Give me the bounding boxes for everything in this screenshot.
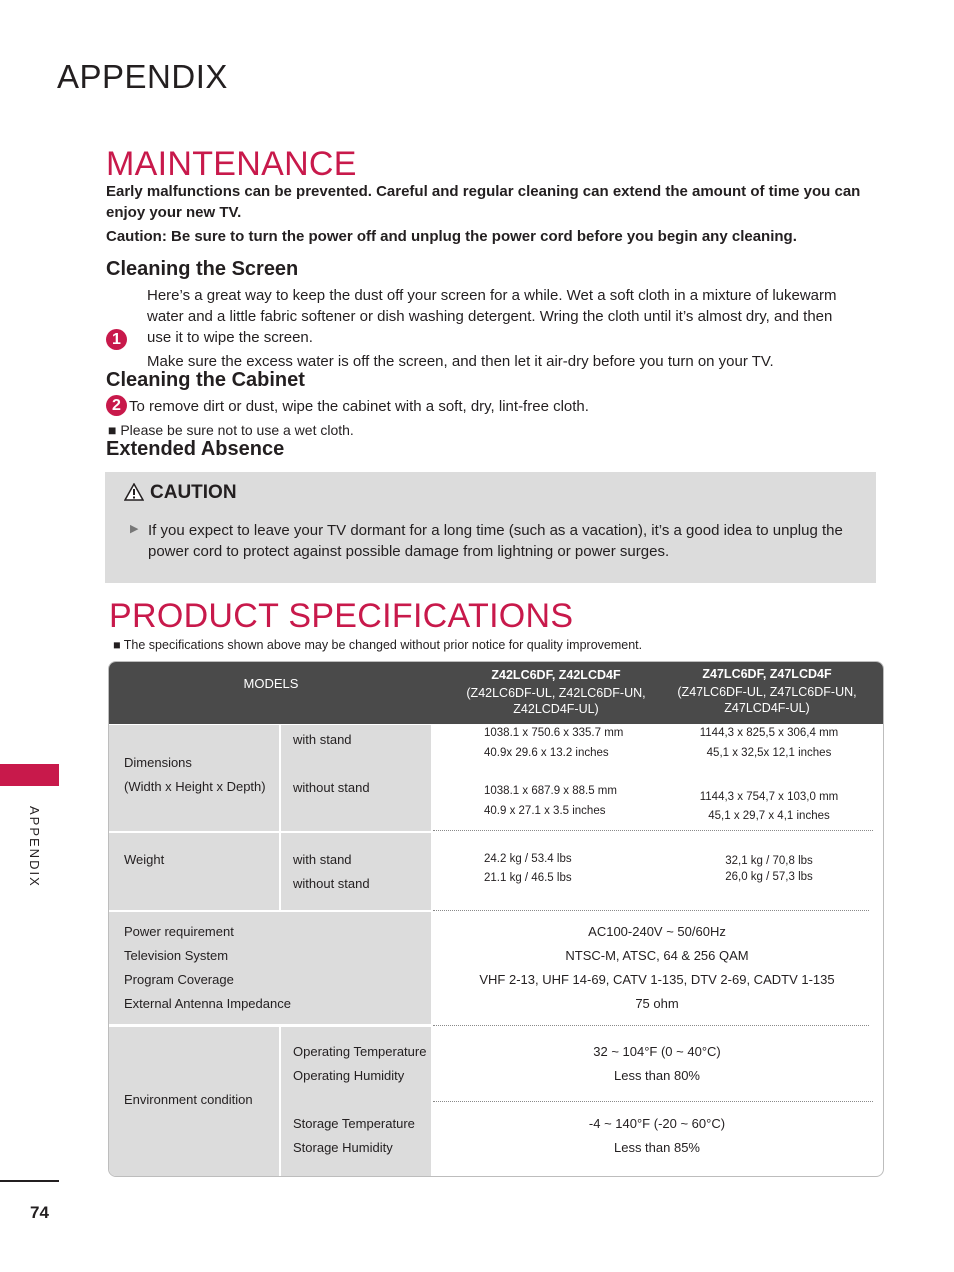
m1-weight-without: 21.1 kg / 46.5 lbs xyxy=(484,872,572,884)
row-divider xyxy=(433,830,873,831)
weight-with-stand-label: with stand xyxy=(293,852,352,867)
model-1-title: Z42LC6DF, Z42LCD4F xyxy=(491,668,621,682)
side-appendix-label: APPENDIX xyxy=(27,806,42,888)
cabinet-note: ■ Please be sure not to use a wet cloth. xyxy=(108,422,354,438)
dimensions-label-sub: (Width x Height x Depth) xyxy=(124,779,266,794)
footer-rule xyxy=(0,1180,59,1182)
op-temp-label: Operating Temperature xyxy=(293,1044,427,1059)
tv-system-value: NTSC-M, ATSC, 64 & 256 QAM xyxy=(565,948,749,963)
m1-without-stand-in: 40.9 x 27.1 x 3.5 inches xyxy=(484,805,606,817)
cleaning-cabinet-heading: Cleaning the Cabinet xyxy=(106,369,305,391)
m2-with-stand-mm: 1144,3 x 825,5 x 306,4 mm xyxy=(699,727,839,739)
dimensions-label: Dimensions xyxy=(124,755,192,770)
weight-label: Weight xyxy=(124,852,165,867)
bullet-arrow-icon: ▶ xyxy=(130,523,139,535)
m2-weight-without: 26,0 kg / 57,3 lbs xyxy=(725,871,813,883)
antenna-value: 75 ohm xyxy=(635,996,679,1011)
maintenance-title: MAINTENANCE xyxy=(106,145,357,183)
weight-without-stand-label: without stand xyxy=(293,876,370,891)
environment-label: Environment condition xyxy=(124,1092,253,1107)
coverage-label: Program Coverage xyxy=(124,972,234,987)
tv-system-label: Television System xyxy=(124,948,229,963)
product-specs-title: PRODUCT SPECIFICATIONS xyxy=(109,597,574,635)
cleaning-screen-heading: Cleaning the Screen xyxy=(106,258,299,280)
st-humidity-label: Storage Humidity xyxy=(293,1140,393,1155)
m2-without-stand-mm: 1144,3 x 754,7 x 103,0 mm xyxy=(699,791,839,803)
table-header xyxy=(109,662,883,724)
m1-with-stand-mm: 1038.1 x 750.6 x 335.7 mm xyxy=(484,727,624,739)
cleaning-screen-text-2: Make sure the excess water is off the screen, and then let it air-dry before you turn on your TV. xyxy=(147,353,774,370)
op-humidity-value: Less than 80% xyxy=(613,1068,700,1083)
maintenance-caution-text: Caution: Be sure to turn the power off and unplug the power cord before you begin any cleaning. xyxy=(106,228,797,245)
row-divider xyxy=(433,1101,873,1102)
coverage-value: VHF 2-13, UHF 14-69, CATV 1-135, DTV 2-69, CADTV 1-135 xyxy=(479,972,835,987)
op-temp-value: 32 ~ 104°F (0 ~ 40°C) xyxy=(593,1044,721,1059)
op-humidity-label: Operating Humidity xyxy=(293,1068,405,1083)
cleaning-cabinet-text: To remove dirt or dust, wipe the cabinet with a soft, dry, lint-free cloth. xyxy=(129,398,589,415)
page-header-title: APPENDIX xyxy=(57,58,228,95)
caution-label: CAUTION xyxy=(150,482,237,503)
side-tab-marker xyxy=(0,764,59,786)
m1-without-stand-mm: 1038.1 x 687.9 x 88.5 mm xyxy=(484,785,617,797)
antenna-label: External Antenna Impedance xyxy=(124,996,291,1011)
st-humidity-value: Less than 85% xyxy=(613,1140,700,1155)
row-divider xyxy=(433,1025,869,1026)
cleaning-screen-text: Here’s a great way to keep the dust off your screen for a while. Wet a soft cloth in a mixture of lukewarm water and a little fabric softener or dish washing detergent. Wring the cloth until it’s almost dry, and then use it to wipe the screen. xyxy=(147,287,837,346)
m2-weight-with: 32,1 kg / 70,8 lbs xyxy=(725,855,813,867)
row-divider xyxy=(433,910,869,911)
st-temp-value: -4 ~ 140°F (-20 ~ 60°C) xyxy=(588,1116,726,1131)
models-header: MODELS xyxy=(243,676,299,691)
warning-icon xyxy=(124,483,144,506)
model-2-title: Z47LC6DF, Z47LCD4F xyxy=(702,667,832,681)
model-1-variants: (Z42LC6DF-UL, Z42LC6DF-UN, Z42LCD4F-UL) xyxy=(466,686,646,716)
power-value: AC100-240V ~ 50/60Hz xyxy=(588,924,726,939)
m1-with-stand-in: 40.9x 29.6 x 13.2 inches xyxy=(484,747,609,759)
maintenance-intro: Early malfunctions can be prevented. Careful and regular cleaning can extend the amount of time you can enjoy your new TV. xyxy=(106,183,861,221)
power-label: Power requirement xyxy=(124,924,234,939)
caution-text: If you expect to leave your TV dormant for a long time (such as a vacation), it’s a good idea to unplug the power cord to protect against possible damage from lightning or power surges. xyxy=(148,522,843,560)
dimensions-without-stand-label: without stand xyxy=(293,780,370,795)
m2-with-stand-in: 45,1 x 32,5x 12,1 inches xyxy=(706,747,832,759)
page-number: 74 xyxy=(30,1203,49,1222)
dimensions-with-stand-label: with stand xyxy=(293,732,352,747)
m2-without-stand-in: 45,1 x 29,7 x 4,1 inches xyxy=(708,810,830,822)
extended-absence-heading: Extended Absence xyxy=(106,438,285,460)
st-temp-label: Storage Temperature xyxy=(293,1116,415,1131)
step-1-badge: 1 xyxy=(106,329,127,350)
m1-weight-with: 24.2 kg / 53.4 lbs xyxy=(484,853,572,865)
step-2-badge: 2 xyxy=(106,395,127,416)
specs-note: ■ The specifications shown above may be changed without prior notice for quality improvement. xyxy=(113,638,643,652)
specifications-table xyxy=(108,661,884,1177)
model-2-variants: (Z47LC6DF-UL, Z47LC6DF-UN, Z47LCD4F-UL) xyxy=(677,685,857,715)
